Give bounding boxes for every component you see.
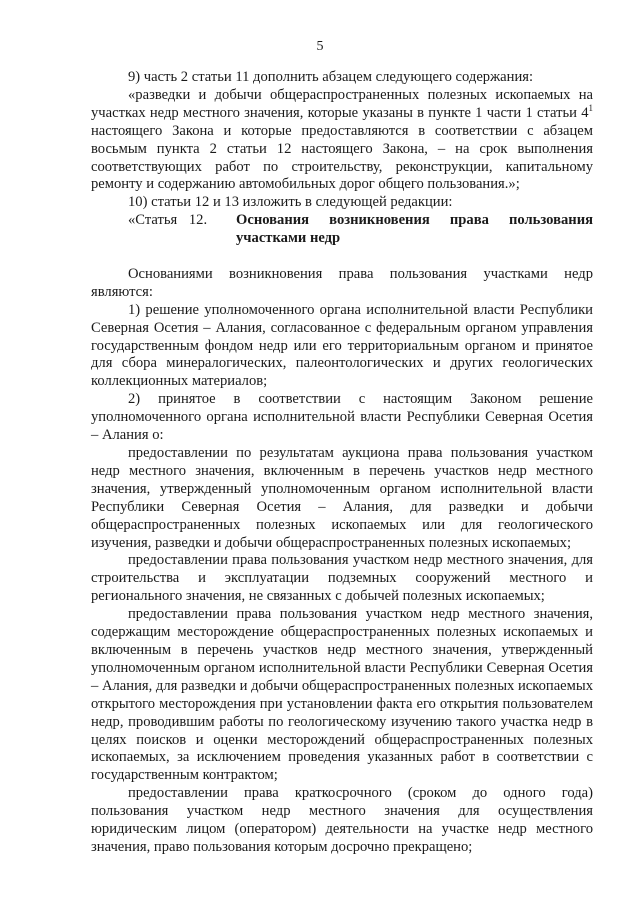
paragraph-item-1: 1) решение уполномоченного органа исполнительной власти Республики Северная Осетия – Алания, согласованное с федеральным органом управления государственным фондом недр или его территориальным органом и принятое для сбора минералогических, палеонтологических и других геологических коллекционных материалов; — [91, 301, 593, 390]
item-10-intro: 10) статьи 12 и 13 изложить в следующей редакции: — [128, 194, 453, 211]
paragraph-auction-grant: предоставлении по результатам аукциона права пользования участком недр местного значения, включенным в перечень участков недр местного значения, утвержденный уполномоченным органом исполнительной власти Республики Северная Осетия – Алания, для разведки и добычи общераспространенных полезных ископаемых или для геологического изучения, разведки и добычи общераспространенных полезных ископаемых; — [91, 445, 593, 551]
paragraph-grounds-intro: Основаниями возникновения права пользования участками недр являются: — [91, 265, 593, 300]
superscript-marker: 1 — [588, 102, 593, 113]
article-heading — [91, 212, 593, 248]
item-9-quoted-text — [91, 87, 593, 194]
paragraph-short-term-use: предоставлении права краткосрочного (сроком до одного года) пользования участком недр местного значения для осуществления юридическим лицом (оператором) деятельности на участке недр местного значения, право пользования которым досрочно прекращено; — [91, 785, 593, 855]
document-body — [91, 69, 593, 857]
blank-line — [91, 248, 593, 266]
article-number: «Статья 12. — [128, 212, 208, 229]
paragraph-discovery-grant: предоставлении права пользования участком недр местного значения, содержащим месторождение общераспространенных полезных ископаемых и включенным в перечень участков недр местного значения, утвержденный уполномоченным органом исполнительной власти Республики Северная Осетия – Алания, для разведки и добычи общераспространенных полезных ископаемых открытого месторождения при установлении факта его открытия пользователем недр, проводившим работы по геологическому изучению такого участка недр в целях поисков и оценки месторождений общераспространенных полезных ископаемых, за исключением проведения указанных работ в соответствии с государственным контрактом; — [91, 606, 593, 784]
paragraph-item-2: 2) принятое в соответствии с настоящим Законом решение уполномоченного органа исполнительной власти Республики Северная Осетия – Алания о: — [91, 391, 593, 444]
page-number: 5 — [316, 39, 324, 54]
item-9-intro: 9) часть 2 статьи 11 дополнить абзацем следующего содержания: — [128, 69, 534, 85]
article-title: Основания возникновения права пользования участками недр — [236, 212, 593, 247]
paragraph-underground-structures: предоставлении права пользования участком недр местного значения, для строительства и эксплуатации подземных сооружений местного и регионального значения, не связанных с добычей полезных ископаемых; — [91, 552, 593, 605]
item-9-quote-part-1: «разведки и добычи общераспространенных полезных ископаемых на участках недр местного значения, которые указаны в пункте 1 части 1 статьи 4 — [91, 86, 593, 121]
item-9-quote-part-2: настоящего Закона и которые предоставляются в соответствии с абзацем восьмым пункта 2 статьи 12 настоящего Закона, – на срок выполнения соответствующих работ по строительству, реконструкции, капитальному ремонту и содержанию автомобильных дорог общего пользования.»; — [91, 122, 593, 193]
